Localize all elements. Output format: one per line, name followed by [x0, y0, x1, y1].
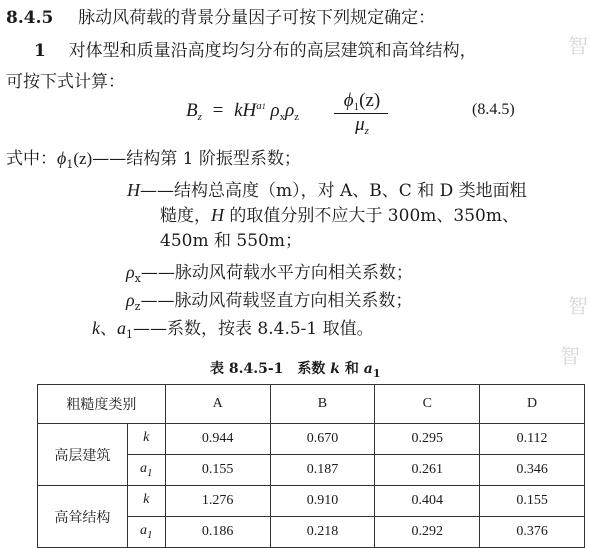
header-col-b: B	[270, 385, 375, 424]
formula-rho-x-sub: x	[279, 111, 286, 123]
table-cell: 0.187	[270, 455, 375, 486]
definition-k-a1: k、$a_1——$系数，按表 8.4.5-1 取值。	[92, 318, 374, 341]
section-number: 8.4.5	[6, 8, 54, 28]
definition-rho-x: $\rho_x——$脉动风荷载水平方向相关系数；	[126, 262, 413, 285]
table-cell: 0.670	[270, 424, 375, 455]
formula-lhs: B	[186, 100, 198, 121]
group-label: 高耸结构	[38, 486, 128, 548]
formula-numerator: $\phi_1(z)$	[343, 90, 381, 113]
definition-H-line-1: H——结构总高度（m），对 A、B、C 和 D 类地面粗	[127, 180, 527, 201]
table-caption: 表 8.4.5-1 系数 k 和 $a_1$	[210, 361, 381, 380]
watermark-glyph: 智	[560, 344, 580, 368]
formula-main	[186, 100, 299, 123]
item-1-line-2	[6, 72, 125, 92]
formula-rho-z-sub: z	[294, 111, 300, 123]
formula-k: k	[234, 100, 243, 121]
table-header-row	[38, 385, 585, 424]
item-text-line-1: 对体型和质量沿高度均匀分布的高层建筑和高耸结构，	[68, 41, 477, 61]
row-symbol: k	[127, 424, 165, 455]
coefficient-table	[37, 384, 585, 548]
row-symbol: $a_1$	[127, 455, 165, 486]
item-1-line-1	[34, 41, 477, 61]
definition-phi-text: 结构第 1 阶振型系数；	[126, 149, 301, 169]
item-text-line-2: 可按下式计算：	[6, 72, 125, 92]
row-symbol: k	[127, 486, 165, 517]
table-cell: 0.295	[375, 424, 480, 455]
formula-denominator: $\mu_z$	[355, 114, 369, 137]
table-cell: 0.218	[270, 517, 375, 548]
formula-H-sup: a1	[256, 100, 266, 112]
header-roughness-category: 粗糙度类别	[38, 385, 166, 424]
header-col-c: C	[375, 385, 480, 424]
table-row	[38, 486, 585, 517]
formula-lhs-sub: z	[197, 111, 202, 123]
definitions-intro: 式中：	[6, 149, 57, 169]
table-cell: 0.155	[480, 486, 585, 517]
table-row	[38, 424, 585, 455]
table-cell: 0.186	[165, 517, 270, 548]
formula-rho-z: ρ	[285, 100, 295, 121]
definition-rho-z: $\rho_z——$脉动风荷载竖直方向相关系数；	[126, 290, 413, 313]
section-heading	[6, 8, 435, 28]
table-cell: 0.112	[480, 424, 585, 455]
definition-H-line-3: 450m 和 550m；	[160, 231, 302, 251]
table-cell: 0.261	[375, 455, 480, 486]
table-cell: 0.376	[480, 517, 585, 548]
definition-phi: 式中：$\phi_1(z)——$结构第 1 阶振型系数；	[6, 148, 301, 171]
header-col-d: D	[480, 385, 585, 424]
row-symbol: $a_1$	[127, 517, 165, 548]
group-label: 高层建筑	[38, 424, 128, 486]
item-number: 1	[34, 41, 46, 61]
table-cell: 1.276	[165, 486, 270, 517]
watermark-glyph: 智	[568, 294, 588, 318]
header-col-a: A	[165, 385, 270, 424]
watermark-glyph: 智	[568, 34, 588, 58]
formula-equals: =	[212, 100, 224, 121]
table-cell: 0.944	[165, 424, 270, 455]
formula-H: H	[242, 100, 257, 121]
table-cell: 0.346	[480, 455, 585, 486]
definition-H-line-2: 糙度，H 的取值分别不应大于 300m、350m、	[160, 205, 519, 226]
definition-H-text-1: 结构总高度（m），对 A、B、C 和 D 类地面粗	[174, 181, 527, 201]
table-cell: 0.404	[375, 486, 480, 517]
section-title: 脉动风荷载的背景分量因子可按下列规定确定：	[78, 8, 436, 28]
formula-rho-x: ρ	[270, 100, 280, 121]
equation-number: (8.4.5)	[472, 101, 515, 118]
table-cell: 0.292	[375, 517, 480, 548]
table-cell: 0.910	[270, 486, 375, 517]
table-cell: 0.155	[165, 455, 270, 486]
